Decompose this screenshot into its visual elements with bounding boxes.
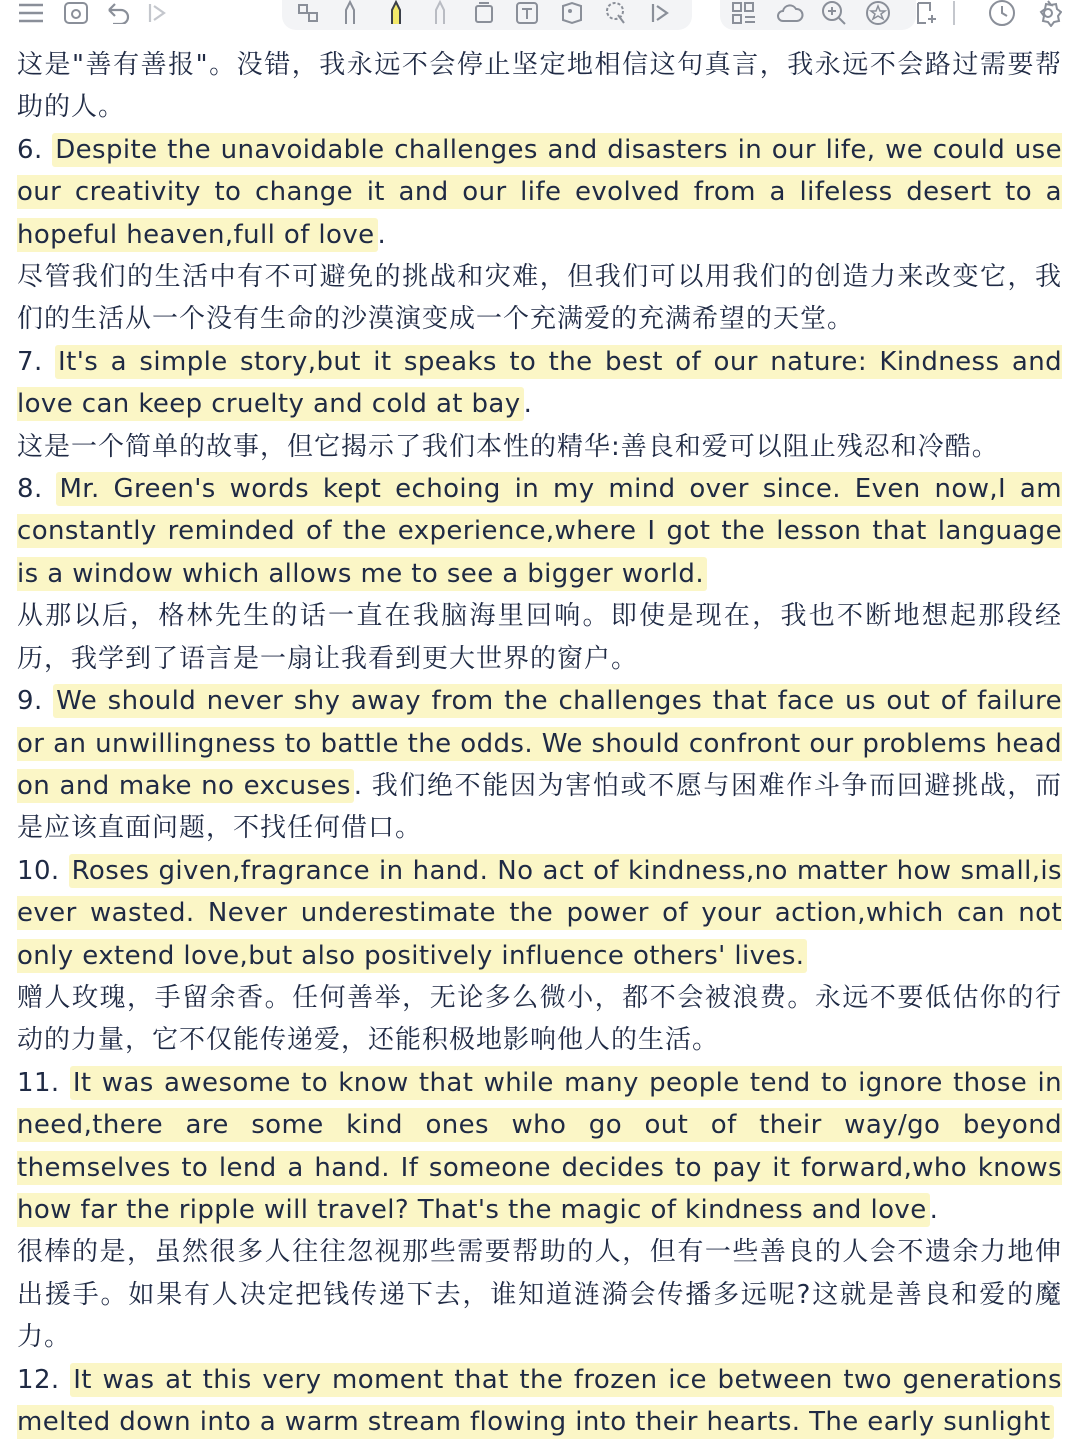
period: . <box>929 1194 939 1225</box>
menu-icon[interactable] <box>15 0 47 26</box>
paragraph-9 <box>17 680 1062 850</box>
toolbar <box>0 0 1080 40</box>
item-number: 6. <box>17 134 43 165</box>
paragraph-8 <box>17 468 1062 595</box>
item-number: 11. <box>17 1067 60 1098</box>
paragraph-12 <box>17 1359 1062 1443</box>
settings-icon[interactable] <box>1032 0 1064 26</box>
cloud-icon[interactable] <box>774 0 806 26</box>
eraser-icon[interactable] <box>424 0 456 26</box>
item-number: 10. <box>17 855 60 886</box>
eye-icon[interactable] <box>60 0 92 26</box>
star-icon[interactable] <box>862 0 894 26</box>
image-icon[interactable] <box>556 0 588 26</box>
highlighted-sentence[interactable]: Mr. Green's words kept echoing in my mind over since. Even now,I am constantly reminded of the experience,where I got the lesson that language is a window which allows me to see a bigger world. <box>17 474 1062 589</box>
shape-icon[interactable] <box>468 0 500 26</box>
item-number: 12. <box>17 1364 60 1395</box>
divider <box>952 0 956 26</box>
highlighted-sentence[interactable]: Roses given,fragrance in hand. No act of kindness,no matter how small,is ever wasted. Never underestimate the power of your action,which can not only extend love,but also positively influence others' lives. <box>17 855 1062 971</box>
paragraph-6-translation: 尽管我们的生活中有不可避免的挑战和灾难，但我们可以用我们的创造力来改变它，我们的生活从一个没有生命的沙漠演变成一个充满爱的充满希望的天堂。 <box>17 262 1062 335</box>
lasso-icon[interactable] <box>600 0 632 26</box>
paragraph-6 <box>17 129 1062 256</box>
pointer-icon[interactable] <box>644 0 676 26</box>
highlighted-sentence[interactable]: It was awesome to know that while many people tend to ignore those in need,there are some kind ones who go out of their way/go beyond themselves to lend a hand. If someone decides to pay it forward,who knows how far the ripple will travel? That's the magic of kindness and love <box>17 1067 1062 1225</box>
paragraph-7 <box>17 341 1062 426</box>
add-page-icon[interactable] <box>910 0 942 26</box>
paragraph-7-translation: 这是一个简单的故事，但它揭示了我们本性的精华:善良和爱可以阻止残忍和冷酷。 <box>17 431 999 462</box>
period: . <box>353 770 363 801</box>
pen-icon[interactable] <box>334 0 366 26</box>
item-number: 7. <box>17 346 43 377</box>
redo-icon[interactable] <box>141 0 173 26</box>
paragraph-9-translation: 我们绝不能因为害怕或不愿与困难作斗争而回避挑战，而是应该直面问题，不找任何借口。 <box>17 770 1062 844</box>
highlighted-sentence[interactable]: Despite the unavoidable challenges and disasters in our life, we could use our creativity to change it and our life evolved from a lifeless desert to a hopeful heaven,full of love <box>17 134 1062 250</box>
item-number: 8. <box>17 474 43 505</box>
highlighter-icon[interactable] <box>380 0 412 26</box>
paragraph-10-translation: 赠人玫瑰，手留余香。任何善举，无论多么微小，都不会被浪费。永远不要低估你的行动的力量，它不仅能传递爱，还能积极地影响他人的生活。 <box>17 982 1062 1056</box>
paragraph-10 <box>17 850 1062 977</box>
note-document <box>17 44 1062 1443</box>
paragraph-8-translation: 从那以后，格林先生的话一直在我脑海里回响。即使是现在，我也不断地想起那段经历，我学到了语言是一扇让我看到更大世界的窗户。 <box>17 601 1062 674</box>
highlighted-sentence[interactable]: It was at this very moment that the frozen ice between two generations melted down into a warm stream flowing into their hearts. The early sunlight <box>17 1364 1062 1437</box>
text-icon[interactable] <box>511 0 543 26</box>
page-layout-icon[interactable] <box>728 0 760 26</box>
paragraph-11-translation: 很棒的是，虽然很多人往往忽视那些需要帮助的人，但有一些善良的人会不遗余力地伸出援手。如果有人决定把钱传递下去，谁知道涟漪会传播多远呢?这就是善良和爱的魔力。 <box>17 1237 1062 1353</box>
highlighted-sentence[interactable]: We should never shy away from the challenges that face us out of failure or an unwillingness to battle the odds. We should confront our problems head on and make no excuses <box>17 686 1062 801</box>
highlighted-sentence[interactable]: It's a simple story,but it speaks to the best of our nature: Kindness and love can keep cruelty and cold at bay <box>17 346 1062 420</box>
cursor-icon[interactable] <box>292 0 324 26</box>
paragraph-11 <box>17 1062 1062 1232</box>
item-number: 9. <box>17 686 43 717</box>
paragraph-5-translation: 这是"善有善报"。没错，我永远不会停止坚定地相信这句真言，我永远不会路过需要帮助的人。 <box>17 50 1062 123</box>
zoom-icon[interactable] <box>818 0 850 26</box>
period: . <box>377 219 387 250</box>
undo-icon[interactable] <box>102 0 134 26</box>
period: . <box>523 389 533 420</box>
clock-icon[interactable] <box>986 0 1018 26</box>
